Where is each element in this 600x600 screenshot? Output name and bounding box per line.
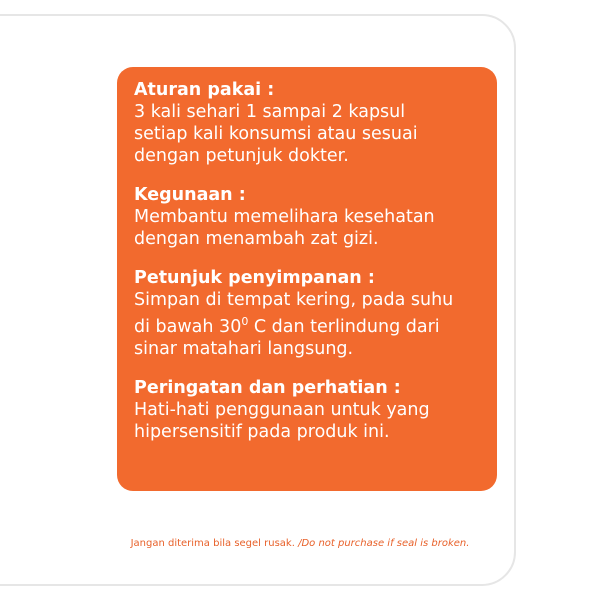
usage-heading: Aturan pakai : [134, 80, 275, 100]
storage-line: sinar matahari langsung. [134, 338, 354, 359]
section-benefits [134, 184, 487, 250]
storage-heading: Petunjuk penyimpanan : [134, 268, 375, 288]
seal-warning-indonesian: Jangan diterima bila segel rusak. [130, 538, 299, 549]
degree-superscript: 0 [241, 315, 249, 328]
seal-warning-english: /Do not purchase if seal is broken. [298, 538, 470, 549]
section-usage [134, 79, 487, 167]
seal-warning [0, 538, 600, 549]
storage-temp-rest: C dan terlindung dari [248, 316, 440, 337]
storage-temp-text: di bawah 30 [134, 316, 242, 337]
warnings-line: hipersensitif pada produk ini. [134, 421, 390, 442]
usage-line: 3 kali sehari 1 sampai 2 kapsul [134, 102, 406, 122]
benefits-heading: Kegunaan : [134, 185, 246, 205]
benefits-line: dengan menambah zat gizi. [134, 229, 379, 249]
section-storage [134, 267, 487, 360]
warnings-line: Hati-hati penggunaan untuk yang [134, 399, 430, 420]
usage-line: dengan petunjuk dokter. [134, 146, 349, 166]
benefits-line: Membantu memelihara kesehatan [134, 207, 435, 227]
usage-line: setiap kali konsumsi atau sesuai [134, 124, 418, 144]
warnings-heading: Peringatan dan perhatian : [134, 377, 401, 398]
storage-line [134, 311, 487, 338]
section-warnings [134, 377, 487, 443]
instructions-panel [117, 67, 497, 491]
storage-line: Simpan di tempat kering, pada suhu [134, 290, 454, 310]
